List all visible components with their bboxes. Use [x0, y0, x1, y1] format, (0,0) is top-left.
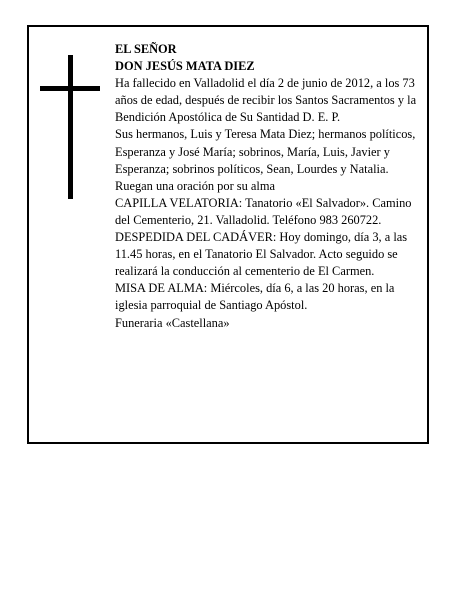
wake-chapel: CAPILLA VELATORIA: Tanatorio «El Salvador». Camino del Cementerio, 21. Valladolid. Teléfono 983 260722. — [115, 195, 412, 227]
funeral-home: Funeraria «Castellana» — [115, 315, 230, 330]
title-line-1: EL SEÑOR — [115, 42, 177, 56]
family-list: Sus hermanos, Luis y Teresa Mata Diez; hermanos políticos, Esperanza y José María; sobrinos, María, Luis, Javier y Esperanza; sobrinos políticos, Sean, Lourdes y Natalia. — [115, 127, 416, 176]
cross-vertical-bar — [68, 55, 73, 199]
cross-horizontal-bar — [40, 86, 100, 91]
obituary-notice — [27, 25, 429, 444]
death-announcement: Ha fallecido en Valladolid el día 2 de junio de 2012, a los 73 años de edad, después de recibir los Santos Sacramentos y la Bendición Apostólica de Su Santidad D. E. P. — [115, 76, 417, 125]
notice-text — [115, 41, 417, 332]
deceased-name: DON JESÚS MATA DIEZ — [115, 59, 255, 74]
funeral-farewell: DESPEDIDA DEL CADÁVER: Hoy domingo, día 3, a las 11.45 horas, en el Tanatorio El Salvador. Acto seguido se realizará la conducción al cementerio de El Carmen. — [115, 230, 408, 279]
prayer-request: Ruegan una oración por su alma — [115, 178, 275, 193]
memorial-mass: MISA DE ALMA: Miércoles, día 6, a las 20 horas, en la iglesia parroquial de Santiago Apóstol. — [115, 281, 395, 313]
